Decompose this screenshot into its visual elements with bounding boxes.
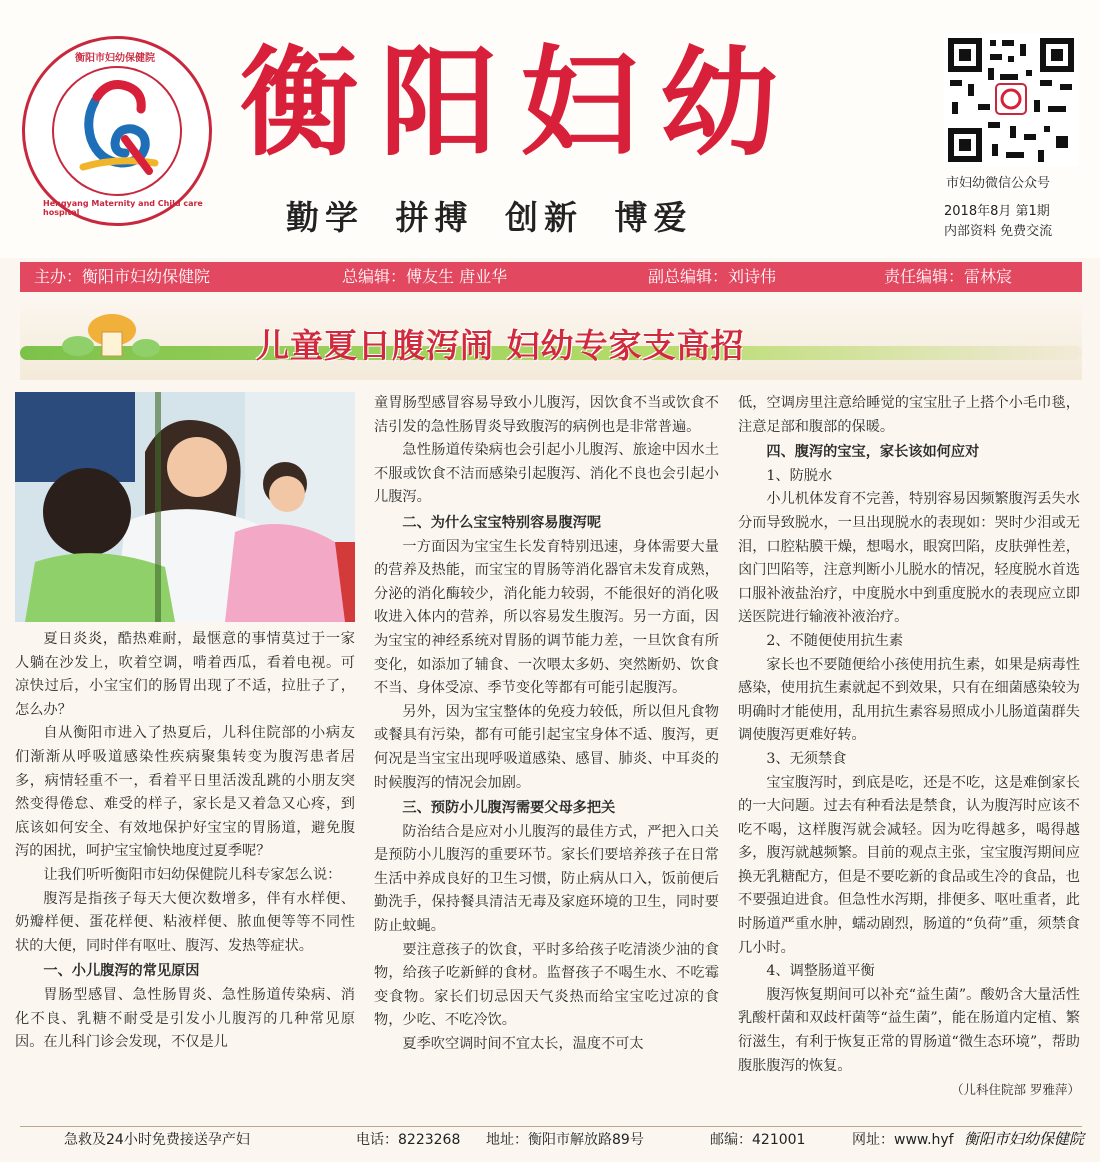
paragraph: 宝宝腹泻时，到底是吃，还是不吃，这是难倒家长的一大问题。过去有种看法是禁食，认为腹泻时应该不吃不喝，这样腹泻就会减轻。因为吃得越多，喝得越多，腹泻就越频繁。目前的观点主张，宝宝腹泻期间应换无乳糖配方，但是不要吃新的食品或生冷的食品，也不要强迫进食。但急性水泻期，排便多、呕吐重者，此时肠道严重水肿，蠕动剧烈，肠道的“负荷”重，须禁食几小时。 — [738, 774, 1080, 956]
masthead-title: 衡阳妇幼 — [240, 33, 801, 172]
logo-english-text: Hengyang Maternity and Child care hospital — [43, 199, 203, 217]
paragraph: 夏季吹空调时间不宜太长，温度不可太 — [402, 1036, 644, 1053]
mushroom-house-icon — [50, 306, 170, 366]
subsection-heading: 1、防脱水 — [766, 467, 833, 484]
paragraph: 家长也不要随便给小孩使用抗生素，如果是病毒性感染，使用抗生素就起不到效果，只有在细菌感染较为明确时才能使用，乱用抗生素容易照成小儿肠道菌群失调使腹泻更难好转。 — [738, 656, 1080, 744]
article-author: （儿科住院部 罗雅萍） — [951, 1082, 1080, 1098]
footer-phone: 电话：8223268 — [356, 1132, 461, 1148]
article-column-2 — [374, 392, 719, 1057]
footer-service: 急救及24小时免费接送孕产妇 — [64, 1132, 250, 1148]
article-column-3 — [738, 392, 1080, 1102]
paragraph: 夏日炎炎，酷热难耐，最惬意的事情莫过于一家人躺在沙发上，吹着空调，啃着西瓜，看着电视。可凉快过后，小宝宝们的肠胃出现了不适，拉肚子了，怎么办？ — [15, 631, 355, 718]
section-heading: 一、小儿腹泻的常见原因 — [43, 963, 200, 980]
paragraph: 低，空调房里注意给睡觉的宝宝肚子上搭个小毛巾毯，注意足部和腹部的保暖。 — [738, 395, 1080, 435]
footer-website[interactable]: 网址：www.hyf — [852, 1132, 954, 1148]
subsection-heading: 3、无须禁食 — [766, 750, 847, 767]
qr-caption: 市妇幼微信公众号 — [946, 176, 1051, 191]
paragraph: 腹泻恢复期间可以补充“益生菌”。酸奶含大量活性乳酸杆菌和双歧杆菌等“益生菌”，能在肠道内定植、繁衍滋生，有利于恢复正常的胃肠道“微生态环境”，帮助腹胀腹泻的恢复。 — [738, 986, 1080, 1074]
slogan: 勤学 拼搏 创新 博爱 — [286, 198, 693, 237]
footer-bar — [20, 1126, 1082, 1153]
paragraph: 要注意孩子的饮食，平时多给孩子吃清淡少油的食物，给孩子吃新鲜的食材。监督孩子不喝生水、不吃霉变食物。家长们切忌因天气炎热而给宝宝吃过凉的食物，少吃、不吃冷饮。 — [374, 941, 719, 1029]
paragraph: 让我们听听衡阳市妇幼保健院儿科专家怎么说： — [43, 866, 342, 883]
paragraph: 急性肠道传染病也会引起小儿腹泻、旅途中因水土不服或饮食不洁而感染引起腹泻、消化不良也会引起小儿腹泻。 — [374, 442, 719, 506]
distribution-note: 内部资料 免费交流 — [944, 224, 1053, 239]
newspaper-header — [0, 0, 1100, 258]
qr-code[interactable] — [944, 34, 1078, 166]
responsible-editor-label: 责任编辑：雷林宸 — [884, 267, 1013, 286]
footer-address: 地址：衡阳市解放路89号 — [486, 1132, 644, 1148]
section-heading: 三、预防小儿腹泻需要父母多把关 — [402, 800, 616, 817]
section-heading: 四、腹泻的宝宝，家长该如何应对 — [766, 444, 980, 461]
footer-postcode: 邮编：421001 — [710, 1132, 806, 1148]
hospital-logo — [22, 36, 212, 226]
logo-chinese-text: 衡阳市妇幼保健院 — [75, 53, 155, 64]
issue-info — [944, 202, 1052, 242]
paragraph: 胃肠型感冒、急性肠胃炎、急性肠道传染病、消化不良、乳糖不耐受是引发小儿腹泻的几种常见原因。在儿科门诊会发现，不仅是儿 — [15, 986, 355, 1051]
paragraph: 另外，因为宝宝整体的免疫力较低，所以但凡食物或餐具有污染，都有可能引起宝宝身体不适、腹泻，更何况是当宝宝出现呼吸道感染、感冒、肺炎、中耳炎的时候腹泻的情况会加剧。 — [374, 703, 719, 791]
issue-date: 2018年8月 第1期 — [944, 204, 1050, 219]
editor-bar — [20, 262, 1082, 292]
paragraph: 童胃肠型感冒容易导致小儿腹泻，因饮食不当或饮食不洁引发的急性肠胃炎导致腹泻的病例也是非常普遍。 — [374, 395, 719, 435]
paragraph: 一方面因为宝宝生长发育特别迅速，身体需要大量的营养及热能，而宝宝的胃肠等消化器官未发育成熟，分泌的消化酶较少，消化能力较弱，不能很好的消化吸收进入体内的营养，所以容易发生腹泻。另一方面，因为宝宝的神经系统对胃肠的调节能力差，一旦饮食有所变化，如添加了辅食、一次喂太多奶、突然断奶、饮食不当、身体受凉、季节变化等都有可能引起腹泻。 — [374, 538, 719, 697]
section-heading: 二、为什么宝宝特别容易腹泻呢 — [402, 514, 602, 531]
subsection-heading: 4、调整肠道平衡 — [766, 963, 875, 980]
deputy-editor-label: 副总编辑：刘诗伟 — [648, 267, 777, 286]
article-title: 儿童夏日腹泻闹 妇幼专家支高招 — [256, 326, 745, 365]
article-banner — [20, 300, 1082, 380]
paragraph: 小儿机体发育不完善，特别容易因频繁腹泻丢失水分而导致脱水，一旦出现脱水的表现如：哭时少泪或无泪，口腔粘膜干燥，想喝水，眼窝凹陷，皮肤弹性差，囟门凹陷等，注意判断小儿脱水的情况，轻度脱水首选口服补液盐治疗，中度脱水中到重度脱水的表现应立即送医院进行输液补液治疗。 — [738, 491, 1080, 626]
paragraph: 防治结合是应对小儿腹泻的最佳方式，严把入口关是预防小儿腹泻的重要环节。家长们要培养孩子在日常生活中养成良好的卫生习惯，防止病从口入，饭前便后勤洗手，保持餐具清洁无毒及家庭环境的卫生，同时要防止蚊蝇。 — [374, 823, 719, 935]
paragraph: 自从衡阳市进入了热夏后，儿科住院部的小病友们渐渐从呼吸道感染性疾病聚集转变为腹泻患者居多，病情轻重不一，看着平日里活泼乱跳的小朋友突然变得倦怠、难受的样子，家长是又着急又心疼，到底该如何安全、有效地保护好宝宝的胃肠道，避免腹泻的困扰，呵护宝宝愉快地度过夏季呢？ — [15, 725, 355, 860]
article-photo — [15, 392, 355, 622]
sponsor-label: 主办：衡阳市妇幼保健院 — [34, 267, 211, 286]
handwritten-signature: 衡阳市妇幼保健院 — [960, 1128, 1088, 1149]
article-column-1 — [15, 628, 355, 1055]
subsection-heading: 2、不随便使用抗生素 — [766, 632, 904, 649]
paragraph: 腹泻是指孩子每天大便次数增多，伴有水样便、奶瓣样便、蛋花样便、粘液样便、脓血便等等不同性状的大便，同时伴有呕吐、腹泻、发热等症状。 — [15, 890, 355, 954]
chief-editor-label: 总编辑：傅友生 唐业华 — [342, 267, 508, 286]
